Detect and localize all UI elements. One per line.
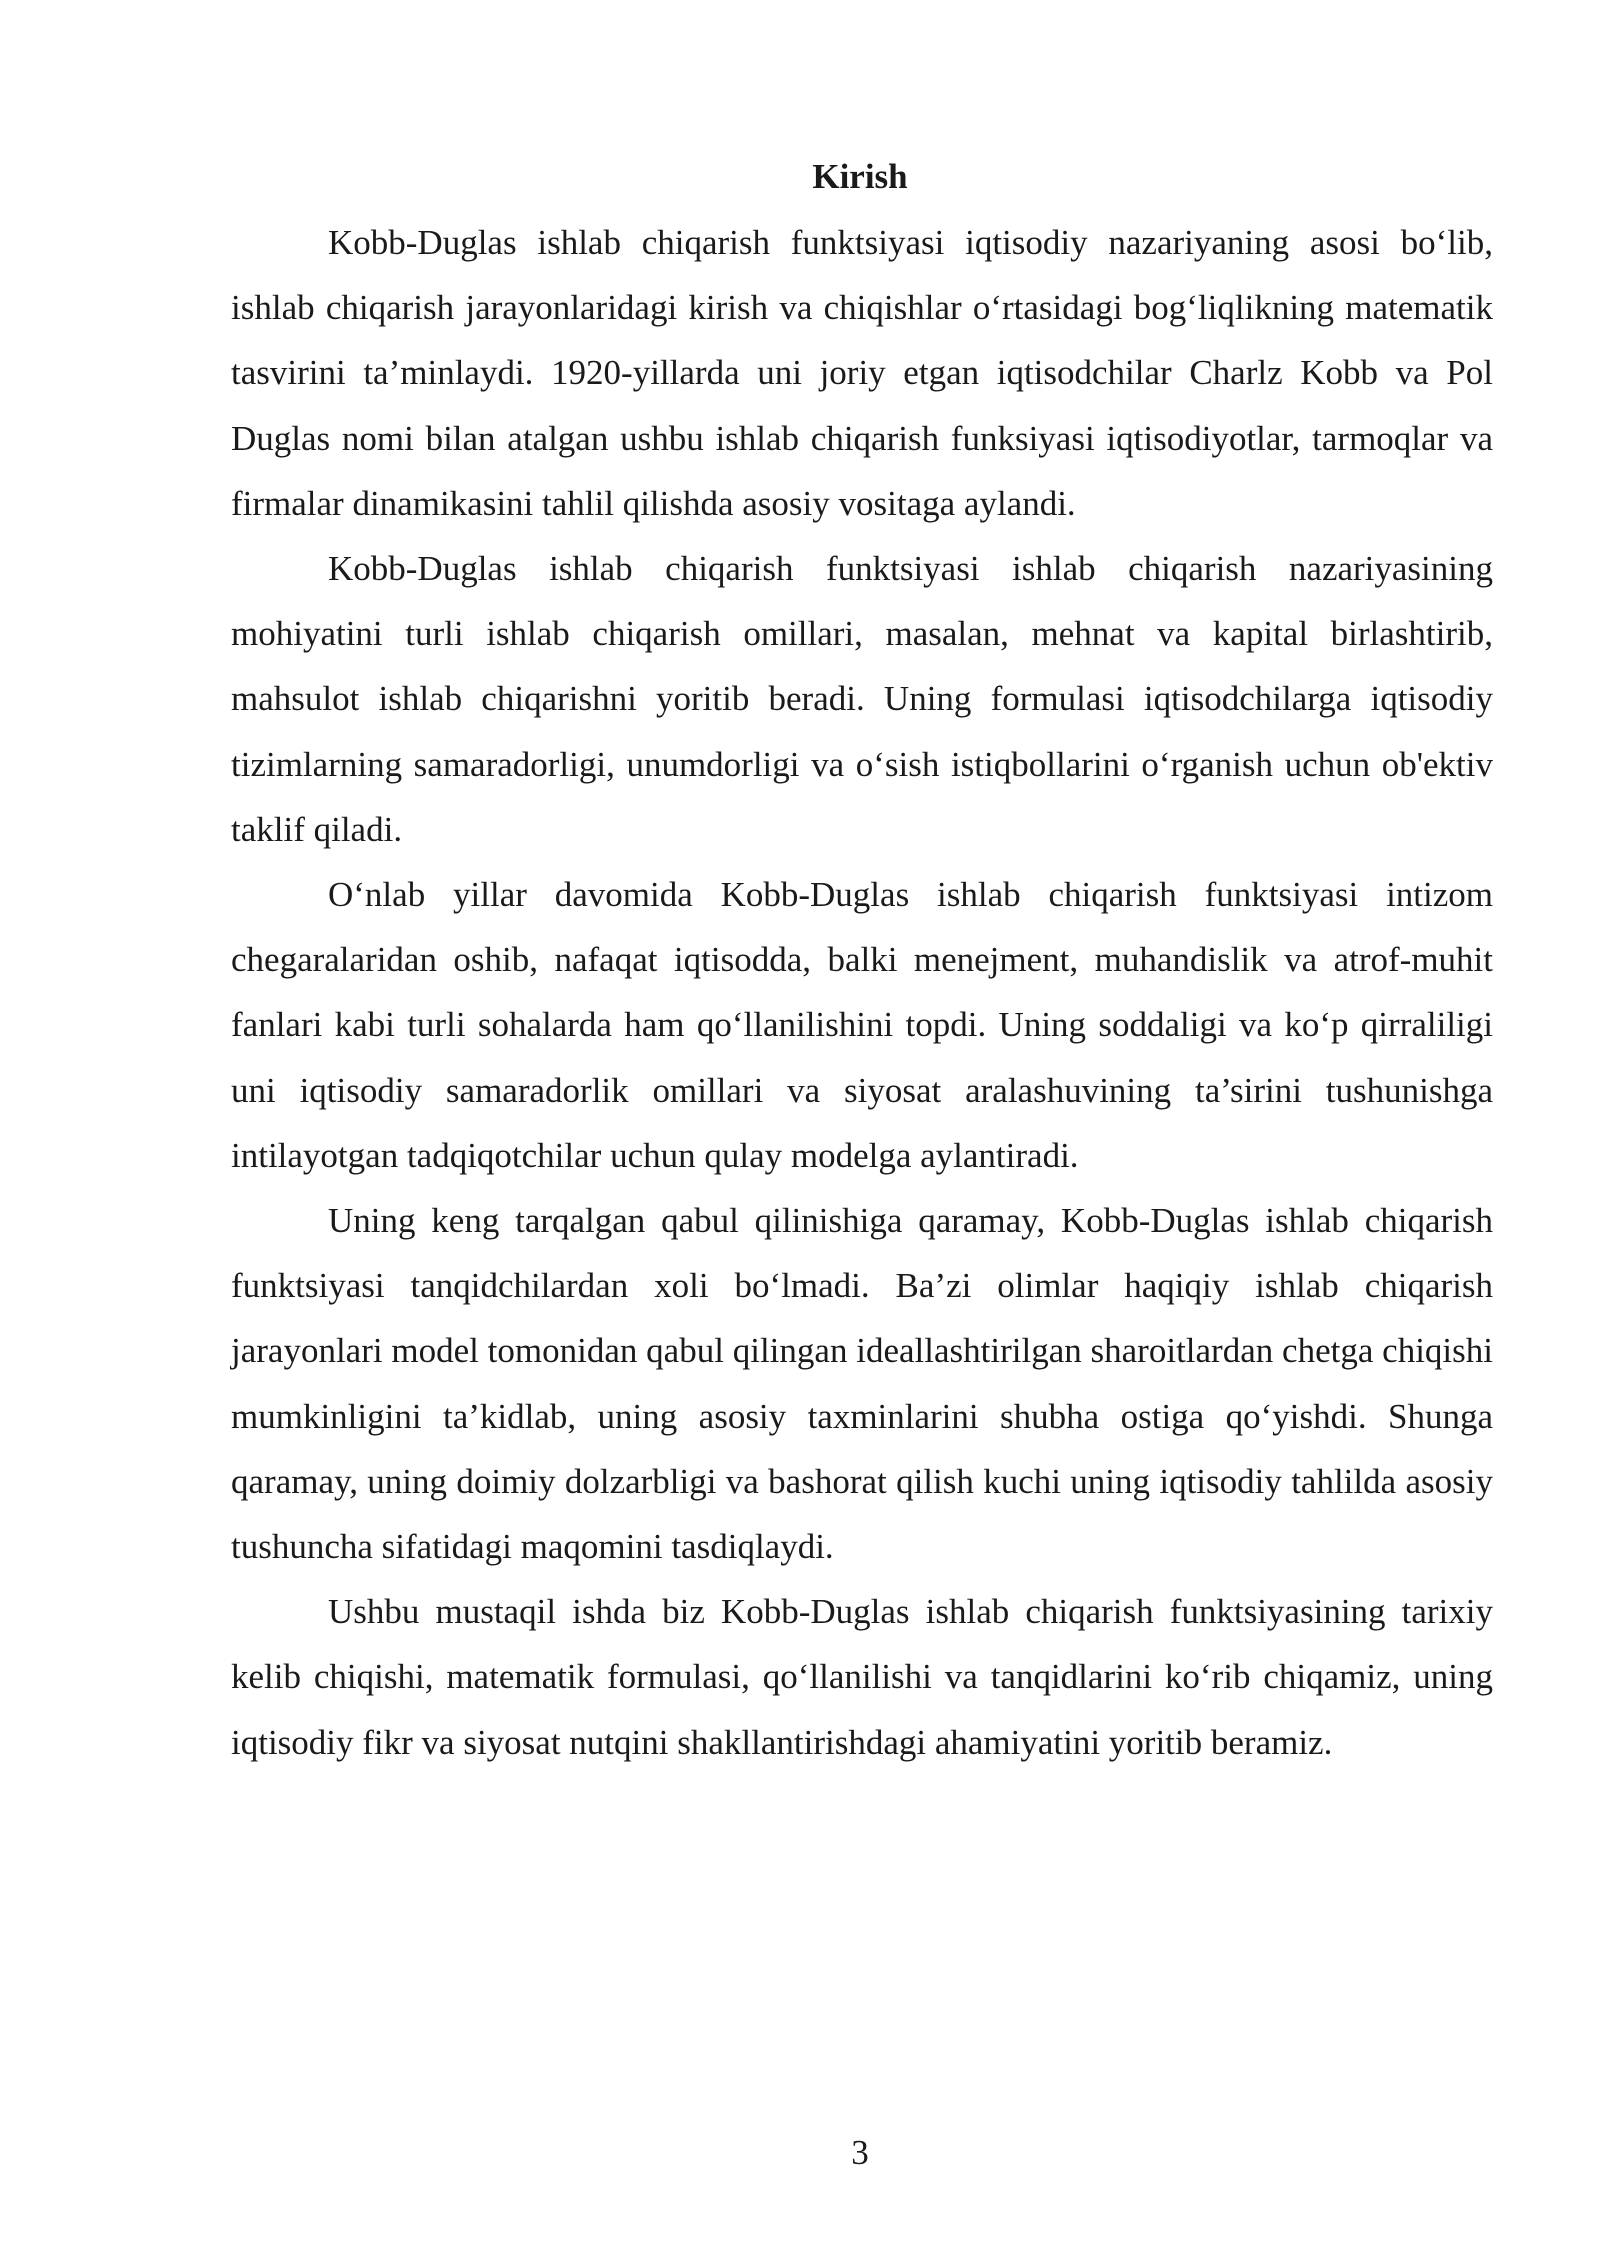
paragraph-4: Uning keng tarqalgan qabul qilinishiga qaramay, Kobb-Duglas ishlab chiqarish funktsiyasi tanqidchilardan xoli bo‘lmadi. Ba’zi olimlar haqiqiy ishlab chiqarish jarayonlari model tomonidan qabul qilingan ideallashtirilgan sharoitlardan chetga chiqishi mumkinligini ta’kidlab, uning asosiy taxminlarini shubha ostiga qo‘yishdi. Shunga qaramay, uning doimiy dolzarbligi va bashorat qilish kuchi uning iqtisodiy tahlilda asosiy tushuncha sifatidagi maqomini tasdiqlaydi. (231, 1201, 1493, 1567)
paragraph-2: Kobb-Duglas ishlab chiqarish funktsiyasi ishlab chiqarish nazariyasining mohiyatini turli ishlab chiqarish omillari, masalan, mehnat va kapital birlashtirib, mahsulot ishlab chiqarishni yoritib beradi. Uning formulasi iqtisodchilarga iqtisodiy tizimlarning samaradorligi, unumdorligi va o‘sish istiqbollarini o‘rganish uchun ob'ektiv taklif qiladi. (231, 549, 1493, 849)
paragraph-5: Ushbu mustaqil ishda biz Kobb-Duglas ishlab chiqarish funktsiyasining tarixiy kelib chiqishi, matematik formulasi, qo‘llanilishi va tanqidlarini ko‘rib chiqamiz, uning iqtisodiy fikr va siyosat nutqini shakllantirishdagi ahamiyatini yoritib beramiz. (231, 1592, 1493, 1762)
page-number: 3 (851, 2133, 869, 2172)
section-heading: Kirish (812, 157, 908, 196)
body-text (231, 210, 1493, 1775)
paragraph-1: Kobb-Duglas ishlab chiqarish funktsiyasi iqtisodiy nazariyaning asosi bo‘lib, ishlab chiqarish jarayonlaridagi kirish va chiqishlar o‘rtasidagi bog‘liqlikning matematik tasvirini ta’minlaydi. 1920-yillarda uni joriy etgan iqtisodchilar Charlz Kobb va Pol Duglas nomi bilan atalgan ushbu ishlab chiqarish funksiyasi iqtisodiyotlar, tarmoqlar va firmalar dinamikasini tahlil qilishda asosiy vositaga aylandi. (231, 223, 1493, 523)
paragraph-3: O‘nlab yillar davomida Kobb-Duglas ishlab chiqarish funktsiyasi intizom chegaralaridan oshib, nafaqat iqtisodda, balki menejment, muhandislik va atrof-muhit fanlari kabi turli sohalarda ham qo‘llanilishini topdi. Uning soddaligi va ko‘p qirraliligi uni iqtisodiy samaradorlik omillari va siyosat aralashuvining ta’sirini tushunishga intilayotgan tadqiqotchilar uchun qulay modelga aylantiradi. (231, 875, 1493, 1175)
